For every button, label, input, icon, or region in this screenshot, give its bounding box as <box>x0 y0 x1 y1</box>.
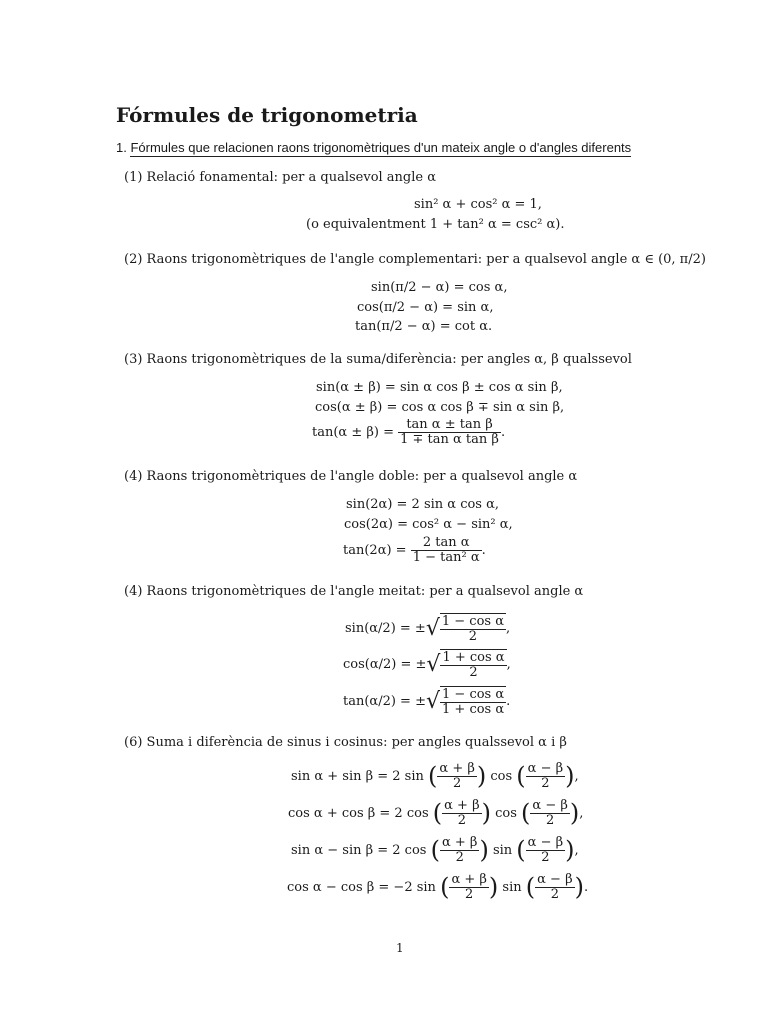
page-title: Fórmules de trigonometria <box>116 103 418 127</box>
sqrt-radical <box>426 649 506 680</box>
item-6-label: (6) Suma i diferència de sinus i cosinus: per angles qualssevol α i β <box>124 735 567 750</box>
paren-left-icon: ( <box>516 762 526 790</box>
paren-left-icon: ( <box>432 799 443 827</box>
paren-right-icon: ) <box>479 836 489 864</box>
paren-left-icon: ( <box>430 836 440 864</box>
fraction-numerator: α + β <box>444 798 480 813</box>
sqrt-radical <box>426 686 506 717</box>
formula-3c-lhs: tan(α ± β) = <box>312 425 394 440</box>
formula-4a: sin(2α) = 2 sin α cos α, <box>346 497 500 512</box>
item-5-label: (4) Raons trigonomètriques de l'angle meitat: per a qualsevol angle α <box>124 584 584 599</box>
paren-left-icon: ( <box>516 836 526 864</box>
formula-1a: sin² α + cos² α = 1, <box>414 197 542 212</box>
fraction-numerator: tan α ± tan β <box>398 418 501 433</box>
formula-4c-fraction <box>411 536 482 565</box>
formula-2c: tan(π/2 − α) = cot α. <box>355 319 493 334</box>
formula-3c-end: . <box>500 425 506 440</box>
item-3-label: (3) Raons trigonomètriques de la suma/diferència: per angles α, β qualssevol <box>124 352 632 367</box>
formula-5a-lhs: sin(α/2) = ± <box>345 621 426 636</box>
radical-sign-icon: √ <box>425 689 441 714</box>
paren-left-icon: ( <box>440 873 450 901</box>
formula-6d <box>287 873 588 902</box>
formula-4c-end: . <box>481 543 486 558</box>
formula-5c-lhs: tan(α/2) = ± <box>343 694 426 709</box>
section-label: Fórmules que relacionen raons trigonomètriques d'un mateix angle o d'angles diferents <box>130 140 632 155</box>
formula-6d-end: . <box>583 880 589 895</box>
formula-6a-end: , <box>574 769 579 784</box>
fraction-numerator: 2 tan α <box>411 536 482 551</box>
formula-4b: cos(2α) = cos² α − sin² α, <box>344 517 513 532</box>
fraction-denominator: 2 <box>455 850 464 865</box>
paren-left-icon: ( <box>428 762 438 790</box>
formula-5b-end: , <box>506 657 511 672</box>
fraction-numerator: 1 + cos α <box>442 650 505 665</box>
formula-3c-fraction <box>398 418 501 447</box>
formula-6c-lhs: sin α − sin β = 2 cos <box>291 843 427 858</box>
formula-3a: sin(α ± β) = sin α cos β ± cos α sin β, <box>316 380 563 395</box>
formula-6b <box>288 799 583 828</box>
formula-6b-end: , <box>579 806 584 821</box>
section-number: 1. <box>116 140 127 155</box>
section-heading <box>116 140 631 155</box>
formula-5c-end: . <box>506 694 511 709</box>
fraction-numerator: 1 − cos α <box>442 687 505 702</box>
fraction-numerator: α + β <box>439 761 475 776</box>
formula-3c <box>312 418 505 447</box>
paren-right-icon: ) <box>481 799 491 827</box>
paren-right-icon: ) <box>574 873 584 901</box>
paren-left-icon: ( <box>525 873 536 901</box>
formula-5a-end: , <box>505 621 511 636</box>
fraction-denominator: 2 <box>469 665 478 680</box>
page-number: 1 <box>396 941 404 955</box>
formula-6a-mid: cos <box>490 769 513 784</box>
fraction-denominator: 2 <box>465 887 474 902</box>
fraction-numerator: α − β <box>527 835 564 850</box>
fraction-denominator: 1 + cos α <box>442 702 505 717</box>
radical-sign-icon: √ <box>425 616 440 641</box>
fraction-denominator: 2 <box>468 629 478 644</box>
fraction-numerator: α − β <box>537 872 573 887</box>
formula-6b-lhs: cos α + cos β = 2 cos <box>288 806 429 821</box>
formula-6d-lhs: cos α − cos β = −2 sin <box>287 880 436 895</box>
fraction-denominator: 2 <box>541 850 550 865</box>
sqrt-radical <box>426 613 506 644</box>
fraction-numerator: α + β <box>451 872 487 887</box>
formula-2a: sin(π/2 − α) = cos α, <box>371 280 508 295</box>
formula-6a <box>291 762 579 791</box>
fraction-numerator: α − β <box>532 798 568 813</box>
fraction-denominator: 1 − tan² α <box>412 550 480 565</box>
item-4-label: (4) Raons trigonomètriques de l'angle doble: per a qualsevol angle α <box>124 469 578 484</box>
formula-6d-mid: sin <box>502 880 522 895</box>
paren-left-icon: ( <box>521 799 531 827</box>
paren-right-icon: ) <box>569 799 580 827</box>
formula-6a-lhs: sin α + sin β = 2 sin <box>291 769 424 784</box>
radical-sign-icon: √ <box>426 652 441 677</box>
paren-right-icon: ) <box>565 762 575 790</box>
fraction-denominator: 2 <box>545 813 555 828</box>
formula-5b-lhs: cos(α/2) = ± <box>343 657 427 672</box>
fraction-denominator: 2 <box>457 813 466 828</box>
formula-5c <box>343 686 510 717</box>
formula-5b <box>343 649 511 680</box>
fraction-numerator: α + β <box>441 835 478 850</box>
fraction-denominator: 2 <box>541 776 550 791</box>
fraction-denominator: 1 ∓ tan α tan β <box>400 432 499 447</box>
formula-6c <box>291 836 579 865</box>
formula-6c-mid: sin <box>492 843 513 858</box>
paren-right-icon: ) <box>488 873 499 901</box>
formula-1b: (o equivalentment 1 + tan² α = csc² α). <box>306 217 565 232</box>
formula-4c-lhs: tan(2α) = <box>343 543 407 558</box>
fraction-denominator: 2 <box>452 776 462 791</box>
fraction-numerator: α − β <box>527 761 564 776</box>
item-2-label: (2) Raons trigonomètriques de l'angle complementari: per a qualsevol angle α ∈ (0, π/2) <box>124 252 706 267</box>
formula-3b: cos(α ± β) = cos α cos β ∓ sin α sin β, <box>315 400 565 415</box>
fraction-numerator: 1 − cos α <box>441 614 504 629</box>
formula-4c <box>343 536 486 565</box>
formula-6c-end: , <box>574 843 579 858</box>
paren-right-icon: ) <box>565 836 575 864</box>
formula-6b-mid: cos <box>495 806 517 821</box>
formula-2b: cos(π/2 − α) = sin α, <box>357 300 494 315</box>
paren-right-icon: ) <box>476 762 487 790</box>
formula-5a <box>345 613 510 644</box>
fraction-denominator: 2 <box>550 887 559 902</box>
item-1-label: (1) Relació fonamental: per a qualsevol angle α <box>124 170 437 185</box>
